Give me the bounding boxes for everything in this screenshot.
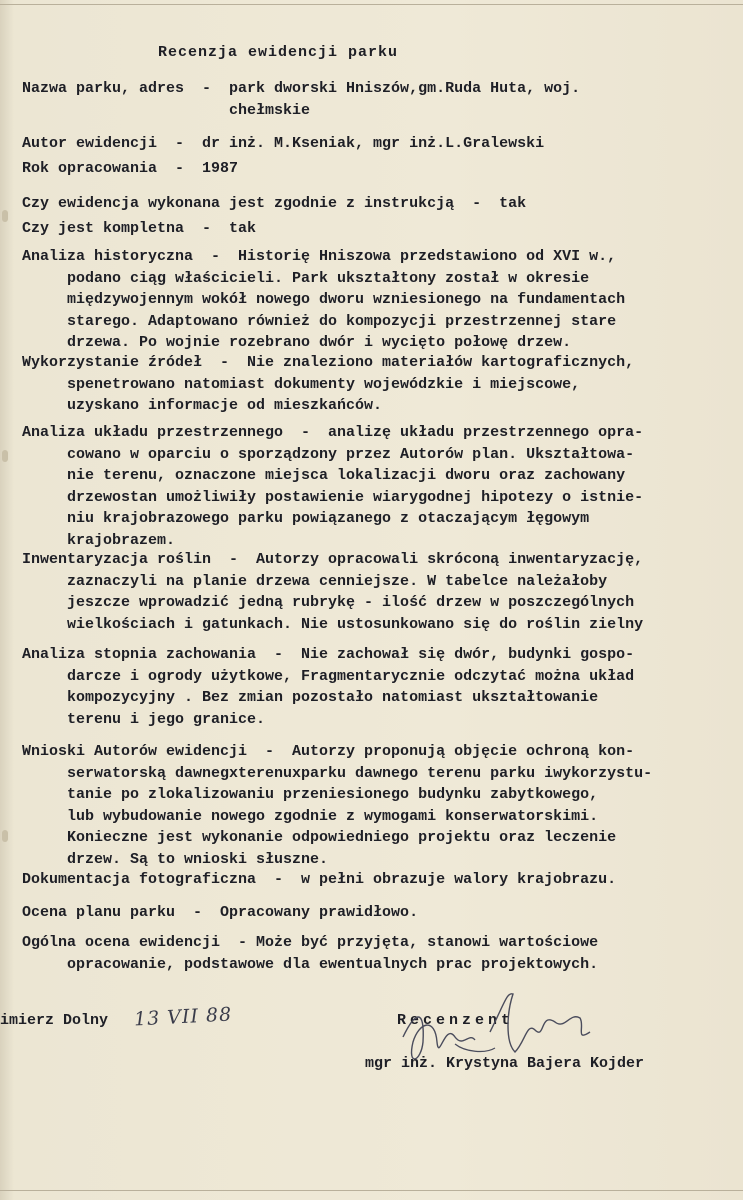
- section-line: Dokumentacja fotograficzna - w pełni obrazuje walory krajobrazu.: [22, 871, 617, 888]
- section-5: [22, 246, 743, 354]
- section-line: wielkościach i gatunkach. Nie ustosunkowano się do roślin zielny: [22, 615, 644, 633]
- section-2: [22, 158, 743, 180]
- handwritten-date: 13 VII 88: [133, 1003, 233, 1031]
- section-line: drzewostan umożliwiły postawienie wiarygodnej hipotezy o istnie-: [22, 488, 644, 506]
- section-line: opracowanie, podstawowe dla ewentualnych prac projektowych.: [22, 955, 599, 973]
- section-line: Rok opracowania - 1987: [22, 160, 239, 177]
- punch-hole: [2, 830, 8, 842]
- section-line: Ogólna ocena ewidencji - Może być przyjęta, stanowi wartościowe: [22, 934, 599, 951]
- punch-hole: [2, 450, 8, 462]
- reviewer-label: Recenzent: [397, 1012, 515, 1029]
- section-line: nie terenu, oznaczone miejsca lokalizacji dworu oraz zachowany: [22, 467, 626, 484]
- section-line: darcze i ogrody użytkowe, Fragmentarycznie odczytać można układ: [22, 667, 635, 685]
- section-line: Analiza historyczna - Historię Hniszowa przedstawiono od XVI w.,: [22, 248, 617, 265]
- section-line: cowano w oparciu o sporządzony przez Autorów plan. Ukształtowa-: [22, 445, 635, 463]
- section-1: [22, 133, 743, 155]
- section-line: Czy ewidencja wykonana jest zgodnie z instrukcją - tak: [22, 195, 527, 212]
- section-10: [22, 741, 743, 870]
- place: imierz Dolny: [0, 1012, 109, 1029]
- section-line: lub wybudowanie nowego zgodnie z wymogami konserwatorskimi.: [22, 807, 599, 825]
- section-12: [22, 902, 743, 924]
- section-line: uzyskano informacje od mieszkańców.: [22, 397, 383, 414]
- section-line: kompozycyjny . Bez zmian pozostało natomiast ukształtowanie: [22, 689, 599, 706]
- section-line: starego. Adaptowano również do kompozycji przestrzennej stare: [22, 312, 617, 330]
- section-line: drzew. Są to wnioski słuszne.: [22, 850, 329, 868]
- section-line: Wnioski Autorów ewidencji - Autorzy proponują objęcie ochroną kon-: [22, 743, 635, 760]
- section-line: niu krajobrazowego parku powiązanego z otaczającym łęgowym: [22, 510, 590, 527]
- section-7: [22, 422, 743, 551]
- section-line: Czy jest kompletna - tak: [22, 220, 257, 237]
- section-line: międzywojennym wokół nowego dworu wzniesionego na fundamentach: [22, 291, 626, 308]
- reviewer-name: mgr inż. Krystyna Bajera Kojder: [365, 1055, 645, 1072]
- section-line: Analiza układu przestrzennego - analizę układu przestrzennego opra-: [22, 424, 644, 441]
- section-line: Autor ewidencji - dr inż. M.Kseniak, mgr inż.L.Gralewski: [22, 135, 545, 152]
- section-13: [22, 932, 743, 975]
- document-title: Recenzja ewidencji parku: [158, 44, 399, 61]
- section-0: [22, 78, 743, 121]
- punch-hole: [2, 210, 8, 222]
- section-9: [22, 644, 743, 730]
- section-line: terenu i jego granice.: [22, 710, 266, 728]
- section-line: Nazwa parku, adres - park dworski Hniszów,gm.Ruda Huta, woj.: [22, 80, 581, 97]
- section-line: jeszcze wprowadzić jedną rubrykę - ilość drzew w poszczególnych: [22, 594, 635, 611]
- section-line: Analiza stopnia zachowania - Nie zachował się dwór, budynki gospo-: [22, 646, 635, 663]
- section-line: tanie po zlokalizowaniu przeniesionego budynku zabytkowego,: [22, 786, 599, 803]
- section-line: spenetrowano natomiast dokumenty wojewódzkie i miejscowe,: [22, 375, 581, 393]
- top-edge-line: [0, 4, 743, 5]
- section-6: [22, 352, 743, 417]
- section-line: Konieczne jest wykonanie odpowiedniego projektu oraz leczenie: [22, 829, 617, 846]
- section-line: Wykorzystanie źródeł - Nie znaleziono materiałów kartograficznych,: [22, 354, 635, 371]
- bottom-edge-line: [0, 1190, 743, 1191]
- section-4: [22, 218, 743, 240]
- section-line: Inwentaryzacja roślin - Autorzy opracowali skróconą inwentaryzację,: [22, 551, 644, 568]
- section-line: zaznaczyli na planie drzewa cenniejsze. W tabelce należałoby: [22, 572, 608, 590]
- section-line: Ocena planu parku - Opracowany prawidłowo.: [22, 904, 419, 921]
- section-line: drzewa. Po wojnie rozebrano dwór i wycięto połowę drzew.: [22, 334, 572, 351]
- section-line: serwatorską dawnegxterenuxparku dawnego terenu parku iwykorzystu-: [22, 764, 653, 782]
- section-line: krajobrazem.: [22, 531, 176, 549]
- section-line: podano ciąg właścicieli. Park ukształtony został w okresie: [22, 269, 590, 287]
- section-3: [22, 193, 743, 215]
- handwritten-signature: [395, 982, 605, 1082]
- section-11: [22, 869, 743, 891]
- section-line: chełmskie: [22, 101, 311, 119]
- section-8: [22, 549, 743, 635]
